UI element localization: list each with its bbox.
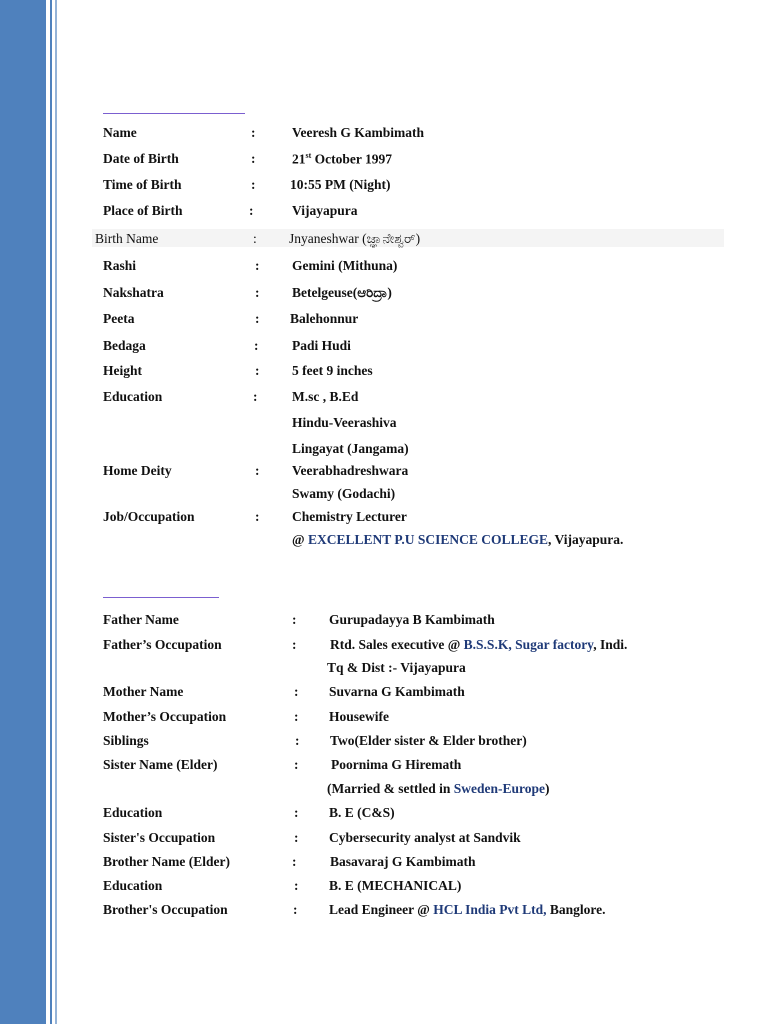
detail-row-bedaga (0, 338, 768, 358)
detail-row-job (0, 509, 768, 529)
separator: : (251, 177, 256, 192)
value-bedaga: Padi Hudi (292, 338, 351, 353)
value-name: Veeresh G Kambimath (292, 125, 425, 140)
label-brother-education: Education (103, 878, 163, 893)
detail-row-brother-occupation (0, 902, 768, 922)
detail-row-peeta (0, 311, 768, 331)
detail-row-caste (0, 415, 768, 435)
value-dob (292, 151, 392, 168)
detail-row-home-deity (0, 463, 768, 483)
detail-row-brother-education (0, 878, 768, 898)
separator: : (293, 902, 298, 917)
label-home-deity: Home Deity (103, 463, 172, 478)
value-father-occupation (330, 637, 627, 653)
detail-row-caste-2 (0, 441, 768, 461)
detail-row-siblings (0, 733, 768, 753)
value-sister-residence (327, 781, 549, 797)
detail-row-sister-name (0, 757, 768, 777)
value-caste-line1: Hindu-Veerashiva (292, 415, 397, 430)
label-bedaga: Bedaga (103, 338, 146, 353)
value-home-deity-line2: Swamy (Godachi) (292, 486, 396, 501)
detail-row-job-2 (0, 532, 768, 552)
detail-row-birth-name (0, 231, 768, 251)
value-caste-line2: Lingayat (Jangama) (292, 441, 409, 456)
separator: : (292, 612, 297, 627)
value-home-deity: Veerabhadreshwara (292, 463, 409, 478)
value-siblings: Two(Elder sister & Elder brother) (330, 733, 527, 748)
value-mother-name: Suvarna G Kambimath (329, 684, 465, 699)
detail-row-sister-education (0, 805, 768, 825)
detail-row-sister-occupation (0, 830, 768, 850)
personal-heading-rule (103, 113, 245, 114)
separator: : (255, 285, 260, 300)
label-education: Education (103, 389, 163, 404)
label-brother-name: Brother Name (Elder) (103, 854, 230, 869)
label-birth-name: Birth Name (95, 231, 159, 246)
value-pob: Vijayapura (292, 203, 358, 218)
detail-row-mother-name (0, 684, 768, 704)
detail-row-name (0, 125, 768, 145)
label-rashi: Rashi (103, 258, 137, 273)
detail-row-tob (0, 177, 768, 197)
family-heading-rule (103, 597, 219, 598)
separator: : (254, 338, 259, 353)
separator: : (294, 830, 299, 845)
dob-day: 21 (292, 151, 306, 167)
label-sister-education: Education (103, 805, 163, 820)
separator: : (255, 363, 260, 378)
detail-row-father-name (0, 612, 768, 632)
separator: : (249, 203, 254, 218)
value-brother-name: Basavaraj G Kambimath (330, 854, 476, 869)
separator: : (255, 463, 260, 478)
sister-country: Sweden-Europe (453, 781, 545, 796)
label-mother-occupation: Mother’s Occupation (103, 709, 227, 724)
brother-employer: HCL India Pvt Ltd, (433, 902, 547, 917)
separator: : (292, 637, 297, 652)
label-brother-occupation: Brother's Occupation (103, 902, 228, 917)
label-height: Height (103, 363, 142, 378)
separator: : (292, 854, 297, 869)
value-sister-name: Poornima G Hiremath (331, 757, 462, 772)
value-nakshatra: Betelgeuse(ಆರಿದ್ರಾ) (292, 285, 392, 300)
value-brother-occupation (329, 902, 606, 918)
label-mother-name: Mother Name (103, 684, 184, 699)
detail-row-rashi (0, 258, 768, 278)
separator: : (294, 757, 299, 772)
detail-row-pob (0, 203, 768, 223)
value-sister-education: B. E (C&S) (329, 805, 395, 820)
father-occ-prefix: Rtd. Sales executive @ (330, 637, 464, 652)
label-job: Job/Occupation (103, 509, 195, 524)
value-tob: 10:55 PM (Night) (290, 177, 391, 192)
value-rashi: Gemini (Mithuna) (292, 258, 398, 273)
value-mother-occupation: Housewife (329, 709, 389, 724)
value-education: M.sc , B.Ed (292, 389, 359, 404)
separator: : (295, 733, 300, 748)
value-father-location: Tq & Dist :- Vijayapura (327, 660, 466, 675)
job-suffix: , Vijayapura. (548, 532, 624, 547)
value-father-name: Gurupadayya B Kambimath (329, 612, 495, 627)
separator: : (294, 878, 299, 893)
value-birth-name: Jnyaneshwar (ಜ್ಞಾನೇಶ್ವರ್) (289, 231, 421, 246)
separator: : (255, 258, 260, 273)
detail-row-education (0, 389, 768, 409)
value-job: Chemistry Lecturer (292, 509, 407, 524)
brother-occ-prefix: Lead Engineer @ (329, 902, 434, 917)
separator: : (253, 389, 258, 404)
separator: : (294, 709, 299, 724)
detail-row-mother-occupation (0, 709, 768, 729)
sister-res-prefix: (Married & settled in (327, 781, 454, 796)
detail-row-dob (0, 151, 768, 171)
father-occ-suffix: , Indi. (593, 637, 628, 652)
separator: : (294, 805, 299, 820)
detail-row-nakshatra (0, 285, 768, 305)
dob-suffix: st (305, 151, 312, 160)
separator: : (294, 684, 299, 699)
label-sister-occupation: Sister's Occupation (103, 830, 216, 845)
dob-rest: October 1997 (311, 151, 393, 167)
label-name: Name (103, 125, 137, 140)
detail-row-height (0, 363, 768, 383)
detail-row-father-occupation (0, 637, 768, 657)
college-name: EXCELLENT P.U SCIENCE COLLEGE (307, 532, 549, 547)
label-dob: Date of Birth (103, 151, 179, 166)
separator: : (255, 311, 260, 326)
separator: : (253, 231, 257, 246)
value-height: 5 feet 9 inches (292, 363, 373, 378)
detail-row-home-deity-2 (0, 486, 768, 506)
label-father-occupation: Father’s Occupation (103, 637, 222, 652)
label-sister-name: Sister Name (Elder) (103, 757, 218, 772)
value-peeta: Balehonnur (290, 311, 359, 326)
label-siblings: Siblings (103, 733, 149, 748)
detail-row-brother-name (0, 854, 768, 874)
value-sister-occupation: Cybersecurity analyst at Sandvik (329, 830, 521, 845)
separator: : (251, 125, 256, 140)
label-peeta: Peeta (103, 311, 135, 326)
label-tob: Time of Birth (103, 177, 182, 192)
detail-row-sister-name-2 (0, 781, 768, 801)
sister-res-suffix: ) (544, 781, 550, 796)
label-pob: Place of Birth (103, 203, 183, 218)
father-employer: B.S.S.K, Sugar factory (463, 637, 594, 652)
brother-occ-suffix: Banglore. (546, 902, 606, 917)
job-prefix: @ (292, 532, 308, 547)
value-job-line2 (292, 532, 623, 548)
label-father-name: Father Name (103, 612, 179, 627)
detail-row-father-occupation-2 (0, 660, 768, 680)
separator: : (251, 151, 256, 166)
label-nakshatra: Nakshatra (103, 285, 164, 300)
value-brother-education: B. E (MECHANICAL) (329, 878, 462, 893)
separator: : (255, 509, 260, 524)
